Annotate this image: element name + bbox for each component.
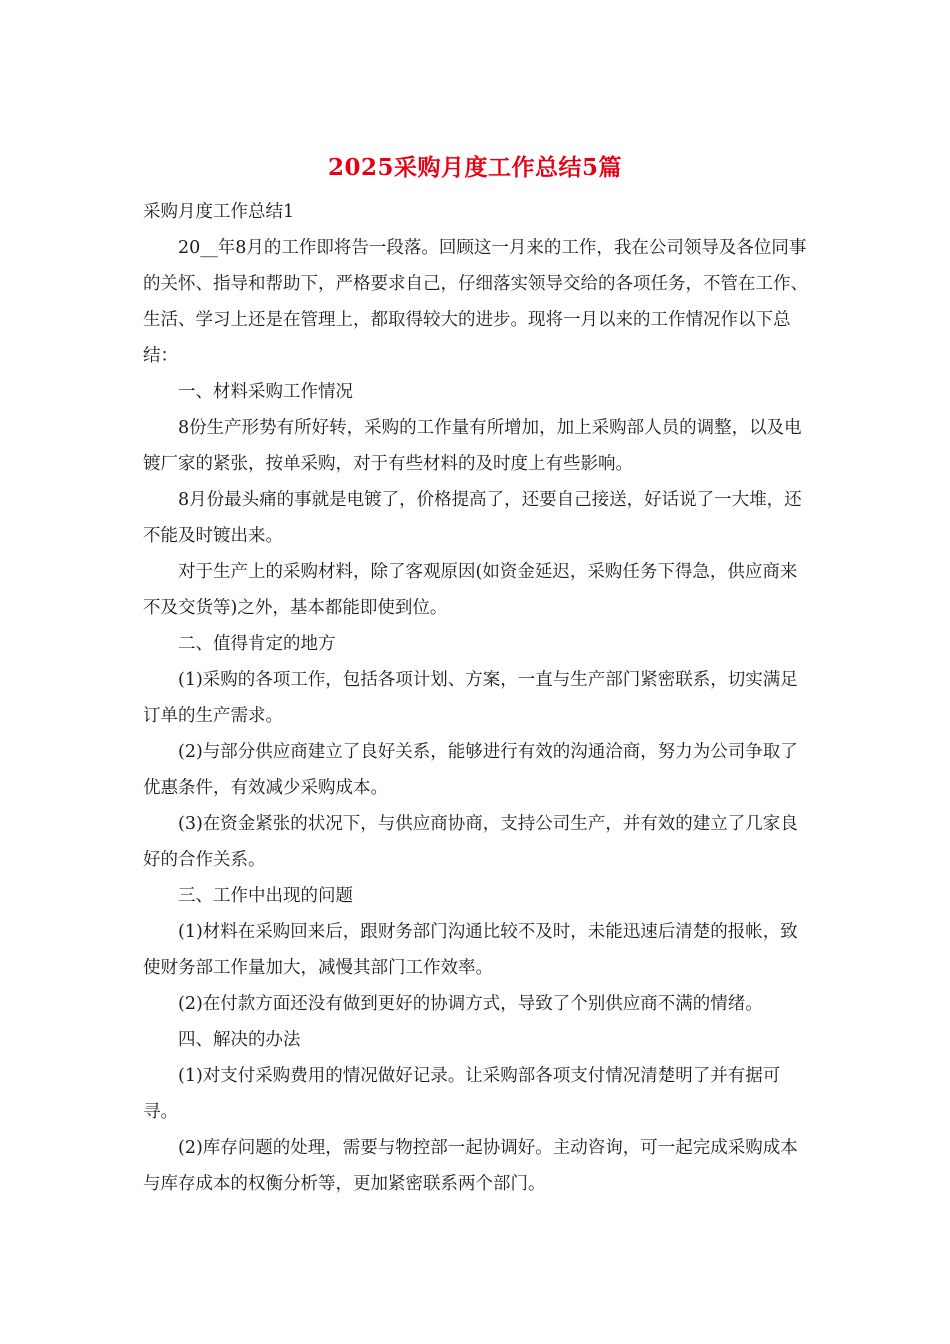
- paragraph: (2)与部分供应商建立了良好关系，能够进行有效的沟通洽商，努力为公司争取了优惠条件，有效减少采购成本。: [143, 742, 798, 798]
- paragraph: (1)采购的各项工作，包括各项计划、方案，一直与生产部门紧密联系，切实满足订单的生产需求。: [143, 670, 798, 726]
- section-heading-2: 二、值得肯定的地方: [178, 634, 336, 654]
- document-title: 2025采购月度工作总结5篇: [327, 154, 623, 181]
- paragraph: 8月份最头痛的事就是电镀了，价格提高了，还要自己接送，好话说了一大堆，还不能及时镀出来。: [143, 490, 802, 546]
- section-heading-4: 四、解决的办法: [178, 1030, 301, 1050]
- paragraph: (1)材料在采购回来后，跟财务部门沟通比较不及时，未能迅速后清楚的报帐，致使财务部工作量加大，减慢其部门工作效率。: [143, 922, 798, 978]
- section-heading-3: 三、工作中出现的问题: [178, 886, 353, 906]
- paragraph: (3)在资金紧张的状况下，与供应商协商，支持公司生产，并有效的建立了几家良好的合作关系。: [143, 814, 798, 870]
- document-body: [143, 194, 813, 1202]
- paragraph-intro: 20__年8月的工作即将告一段落。回顾这一月来的工作，我在公司领导及各位同事的关怀、指导和帮助下，严格要求自己，仔细落实领导交给的各项任务，不管在工作、生活、学习上还是在管理上，都取得较大的进步。现将一月以来的工作情况作以下总结：: [143, 238, 808, 366]
- section-heading-1: 一、材料采购工作情况: [178, 382, 353, 402]
- paragraph: 对于生产上的采购材料，除了客观原因(如资金延迟，采购任务下得急，供应商来不及交货等)之外，基本都能即使到位。: [143, 562, 798, 618]
- paragraph: (2)在付款方面还没有做到更好的协调方式，导致了个别供应商不满的情绪。: [178, 994, 763, 1014]
- paragraph: 8份生产形势有所好转，采购的工作量有所增加，加上采购部人员的调整，以及电镀厂家的紧张，按单采购，对于有些材料的及时度上有些影响。: [143, 418, 802, 474]
- paragraph: (2)库存问题的处理，需要与物控部一起协调好。主动咨询，可一起完成采购成本与库存成本的权衡分析等，更加紧密联系两个部门。: [143, 1138, 798, 1194]
- section-subtitle: 采购月度工作总结1: [143, 202, 295, 222]
- paragraph: (1)对支付采购费用的情况做好记录。让采购部各项支付情况清楚明了并有据可寻。: [143, 1066, 781, 1122]
